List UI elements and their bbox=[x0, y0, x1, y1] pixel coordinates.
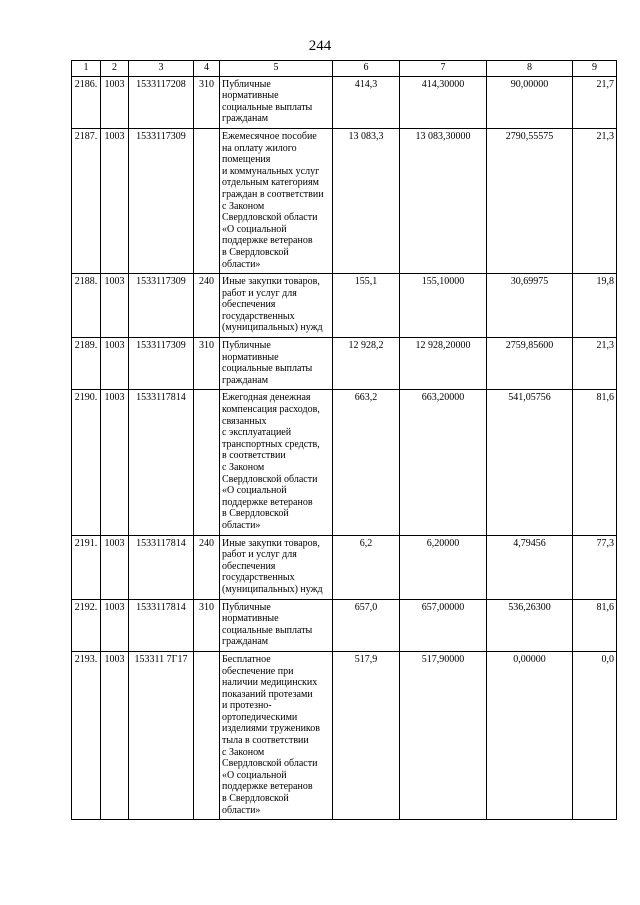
executed-amount-cell: 90,00000 bbox=[487, 76, 573, 128]
planned-amount-cell: 12 928,2 bbox=[333, 338, 400, 390]
target-code-cell: 153311 7Г17 bbox=[129, 651, 194, 819]
section-code-cell: 1003 bbox=[101, 76, 129, 128]
item-name-cell: Публичные нормативные социальные выплаты гражданам bbox=[220, 599, 333, 651]
planned-amount-cell: 657,0 bbox=[333, 599, 400, 651]
row-number-cell: 2190. bbox=[72, 390, 101, 535]
target-code-cell: 1533117309 bbox=[129, 128, 194, 273]
row-number-cell: 2189. bbox=[72, 338, 101, 390]
expense-type-cell: 310 bbox=[194, 76, 220, 128]
column-header: 5 bbox=[220, 61, 333, 77]
approved-amount-cell: 6,20000 bbox=[400, 535, 487, 599]
executed-amount-cell: 536,26300 bbox=[487, 599, 573, 651]
item-name-cell: Ежегодная денежная компенсация расходов, связанных с эксплуатацией транспортных средств, в соответствии с Законом Свердловской области «О социальной поддержке ветеранов в Свердловской области» bbox=[220, 390, 333, 535]
table-row bbox=[72, 274, 617, 338]
column-header: 2 bbox=[101, 61, 129, 77]
section-code-cell: 1003 bbox=[101, 274, 129, 338]
target-code-cell: 1533117814 bbox=[129, 599, 194, 651]
planned-amount-cell: 663,2 bbox=[333, 390, 400, 535]
table-row bbox=[72, 76, 617, 128]
item-name-cell: Иные закупки товаров, работ и услуг для обеспечения государственных (муниципальных) нужд bbox=[220, 535, 333, 599]
percent-cell: 21,7 bbox=[573, 76, 617, 128]
table-row bbox=[72, 535, 617, 599]
section-code-cell: 1003 bbox=[101, 338, 129, 390]
column-header: 7 bbox=[400, 61, 487, 77]
item-name-cell: Публичные нормативные социальные выплаты гражданам bbox=[220, 76, 333, 128]
percent-cell: 19,8 bbox=[573, 274, 617, 338]
section-code-cell: 1003 bbox=[101, 599, 129, 651]
target-code-cell: 1533117814 bbox=[129, 535, 194, 599]
target-code-cell: 1533117814 bbox=[129, 390, 194, 535]
table-row bbox=[72, 390, 617, 535]
approved-amount-cell: 414,30000 bbox=[400, 76, 487, 128]
column-header: 1 bbox=[72, 61, 101, 77]
approved-amount-cell: 13 083,30000 bbox=[400, 128, 487, 273]
executed-amount-cell: 4,79456 bbox=[487, 535, 573, 599]
percent-cell: 77,3 bbox=[573, 535, 617, 599]
planned-amount-cell: 13 083,3 bbox=[333, 128, 400, 273]
percent-cell: 0,0 bbox=[573, 651, 617, 819]
table-header-row bbox=[72, 61, 617, 77]
item-name-cell: Бесплатное обеспечение при наличии медицинских показаний протезами и протезно- ортопедическими изделиями тружеников тыла в соответствии с Законом Свердловской области «О социальной поддержке ветеранов в Свердловской области» bbox=[220, 651, 333, 819]
table-row bbox=[72, 338, 617, 390]
expense-type-cell bbox=[194, 390, 220, 535]
item-name-cell: Публичные нормативные социальные выплаты гражданам bbox=[220, 338, 333, 390]
section-code-cell: 1003 bbox=[101, 651, 129, 819]
approved-amount-cell: 12 928,20000 bbox=[400, 338, 487, 390]
percent-cell: 21,3 bbox=[573, 128, 617, 273]
page-number: 244 bbox=[308, 38, 332, 54]
approved-amount-cell: 517,90000 bbox=[400, 651, 487, 819]
column-header: 3 bbox=[129, 61, 194, 77]
executed-amount-cell: 2759,85600 bbox=[487, 338, 573, 390]
table-row bbox=[72, 128, 617, 273]
column-header: 8 bbox=[487, 61, 573, 77]
table-row bbox=[72, 651, 617, 819]
row-number-cell: 2186. bbox=[72, 76, 101, 128]
percent-cell: 81,6 bbox=[573, 390, 617, 535]
expense-type-cell: 310 bbox=[194, 599, 220, 651]
row-number-cell: 2193. bbox=[72, 651, 101, 819]
executed-amount-cell: 541,05756 bbox=[487, 390, 573, 535]
section-code-cell: 1003 bbox=[101, 390, 129, 535]
column-header: 6 bbox=[333, 61, 400, 77]
expense-type-cell: 240 bbox=[194, 274, 220, 338]
percent-cell: 21,3 bbox=[573, 338, 617, 390]
column-header: 4 bbox=[194, 61, 220, 77]
planned-amount-cell: 155,1 bbox=[333, 274, 400, 338]
executed-amount-cell: 2790,55575 bbox=[487, 128, 573, 273]
item-name-cell: Ежемесячное пособие на оплату жилого помещения и коммунальных услуг отдельным категориям граждан в соответствии с Законом Свердловской области «О социальной поддержке ветеранов в Свердловской области» bbox=[220, 128, 333, 273]
approved-amount-cell: 663,20000 bbox=[400, 390, 487, 535]
row-number-cell: 2191. bbox=[72, 535, 101, 599]
expense-type-cell bbox=[194, 651, 220, 819]
table-row bbox=[72, 599, 617, 651]
planned-amount-cell: 517,9 bbox=[333, 651, 400, 819]
approved-amount-cell: 657,00000 bbox=[400, 599, 487, 651]
expense-type-cell: 310 bbox=[194, 338, 220, 390]
target-code-cell: 1533117309 bbox=[129, 338, 194, 390]
executed-amount-cell: 0,00000 bbox=[487, 651, 573, 819]
approved-amount-cell: 155,10000 bbox=[400, 274, 487, 338]
percent-cell: 81,6 bbox=[573, 599, 617, 651]
item-name-cell: Иные закупки товаров, работ и услуг для обеспечения государственных (муниципальных) нужд bbox=[220, 274, 333, 338]
planned-amount-cell: 414,3 bbox=[333, 76, 400, 128]
column-header: 9 bbox=[573, 61, 617, 77]
row-number-cell: 2188. bbox=[72, 274, 101, 338]
section-code-cell: 1003 bbox=[101, 535, 129, 599]
planned-amount-cell: 6,2 bbox=[333, 535, 400, 599]
budget-table bbox=[71, 60, 617, 820]
expense-type-cell bbox=[194, 128, 220, 273]
executed-amount-cell: 30,69975 bbox=[487, 274, 573, 338]
expense-type-cell: 240 bbox=[194, 535, 220, 599]
row-number-cell: 2187. bbox=[72, 128, 101, 273]
section-code-cell: 1003 bbox=[101, 128, 129, 273]
row-number-cell: 2192. bbox=[72, 599, 101, 651]
target-code-cell: 1533117309 bbox=[129, 274, 194, 338]
target-code-cell: 1533117208 bbox=[129, 76, 194, 128]
